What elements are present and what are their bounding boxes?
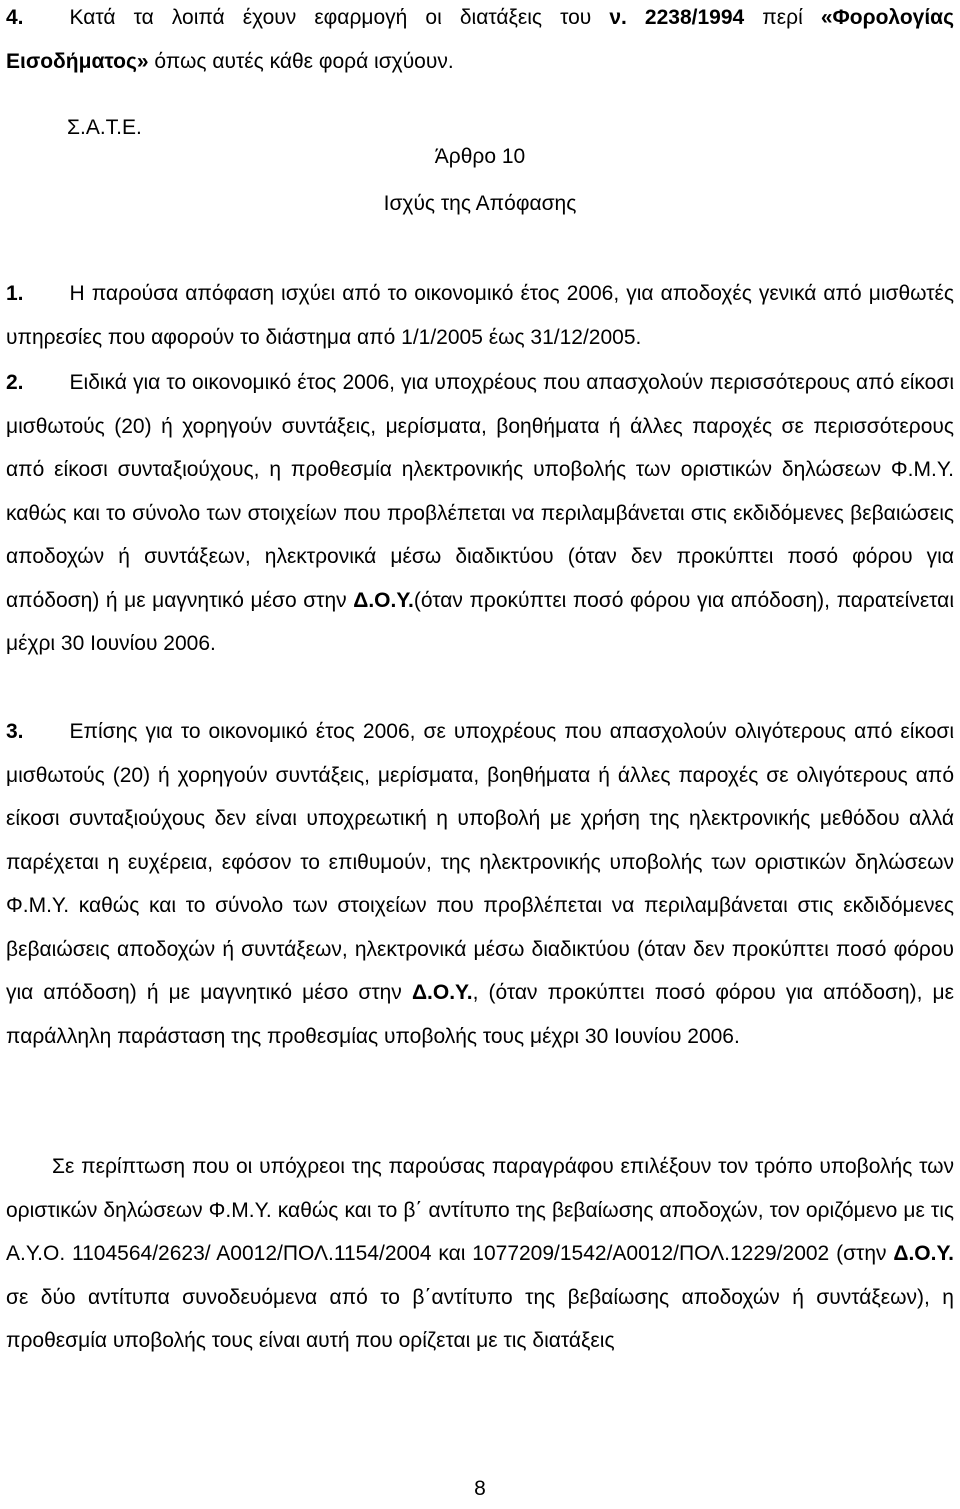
paragraph-text: Σε περίπτωση που οι υπόχρεοι της παρούσας παραγράφου επιλέξουν τον τρόπο υποβολής των οριστικών δηλώσεων Φ.Μ.Υ. καθώς και το β΄ αντίτυπο της βεβαίωσης αποδοχών, τον οριζόμενο με τις Α.Υ.Ο. 1104564/2623/ Α0012/ΠΟΛ.1154/2004 και 1077209/1542/Α0012/ΠΟΛ.1229/2002 (στην — [6, 1155, 954, 1265]
paragraph-number: 2. — [6, 371, 24, 394]
paragraph-case — [6, 1145, 954, 1363]
paragraph-text: Κατά τα λοιπά έχουν εφαρμογή οι διατάξεις του — [69, 6, 610, 29]
paragraph-text: Επίσης για το οικονομικό έτος 2006, σε υποχρέους που απασχολούν ολιγότερους από είκοσι μισθωτούς (20) ή χορηγούν συντάξεις, μερίσματα, βοηθήματα ή άλλες παροχές σε ολιγότερους από είκοσι συνταξιούχους δεν είναι υποχρεωτική η υποβολή με χρήση της ηλεκτρονικής μεθόδου αλλά παρέχεται η ευχέρεια, εφόσον το επιθυμούν, της ηλεκτρονικής υποβολής των οριστικών δηλώσεων Φ.Μ.Υ. καθώς και το σύνολο των στοιχείων που προβλέπεται να περιλαμβάνεται στις εκδιδόμενες βεβαιώσεις αποδοχών ή συντάξεων, ηλεκτρονικά μέσω διαδικτύου (όταν δεν προκύπτει ποσό φόρου για απόδοση) ή με μαγνητικό μέσο στην — [6, 720, 954, 1004]
page-number: 8 — [474, 1477, 486, 1500]
paragraph-text: Η παρούσα απόφαση ισχύει από το οικονομικό έτος 2006, για αποδοχές γενικά από μισθωτές υπηρεσίες που αφορούν το διάστημα από 1/1/2005 έως 31/12/2005. — [6, 282, 954, 349]
doy-reference: Δ.Ο.Υ. — [353, 588, 414, 612]
paragraph-text-end: σε δύο αντίτυπα συνοδευόμενα από το β΄αντίτυπο της βεβαίωσης αποδοχών ή συντάξεων), η προθεσμία υποβολής τους είναι αυτή που ορίζεται με τις διατάξεις — [6, 1285, 954, 1352]
paragraph-text: Ειδικά για το οικονομικό έτος 2006, για υποχρέους που απασχολούν περισσότερους από είκοσι μισθωτούς (20) ή χορηγούν συντάξεις, μερίσματα, βοηθήματα ή άλλες παροχές σε περισσότερους από είκοσι συνταξιούχους, η προθεσμία ηλεκτρονικής υποβολής των οριστικών δηλώσεων Φ.Μ.Υ. καθώς και το σύνολο των στοιχείων που προβλέπεται να περιλαμβάνεται στις εκδιδόμενες βεβαιώσεις αποδοχών ή συντάξεων, ηλεκτρονικά μέσω διαδικτύου (όταν δεν προκύπτει ποσό φόρου για απόδοση) ή με μαγνητικό μέσο στην — [6, 371, 954, 612]
law-reference: ν. 2238/1994 — [609, 6, 745, 29]
doy-reference: Δ.Ο.Υ. — [893, 1242, 954, 1265]
paragraph-number: 3. — [6, 720, 24, 743]
paragraph-3 — [6, 710, 954, 1058]
paragraph-number: 1. — [6, 282, 24, 305]
article-title: Ισχύς της Απόφασης — [383, 192, 577, 215]
doy-reference: Δ.Ο.Υ. — [411, 981, 473, 1004]
article-number: Άρθρο 10 — [434, 145, 526, 168]
paragraph-2 — [6, 361, 954, 666]
paragraph-1 — [6, 272, 954, 359]
paragraph-text-end: (όταν προκύπτει ποσό φόρου για απόδοση), παρατείνεται μέχρι 30 Ιουνίου 2006. — [6, 588, 954, 655]
paragraph-text-2: περί — [744, 6, 821, 29]
law-title: «Φορολογίας Εισοδήματος» — [6, 6, 954, 73]
paragraph-number: 4. — [6, 6, 24, 29]
paragraph-text-3: όπως αυτές κάθε φορά ισχύουν. — [148, 49, 454, 73]
section-label: Σ.Α.Τ.Ε. — [67, 116, 142, 139]
paragraph-text-end: , (όταν προκύπτει ποσό φόρου για απόδοση), με παράλληλη παράσταση της προθεσμίας υποβολής τους μέχρι 30 Ιουνίου 2006. — [6, 981, 954, 1048]
paragraph-4 — [6, 0, 954, 83]
